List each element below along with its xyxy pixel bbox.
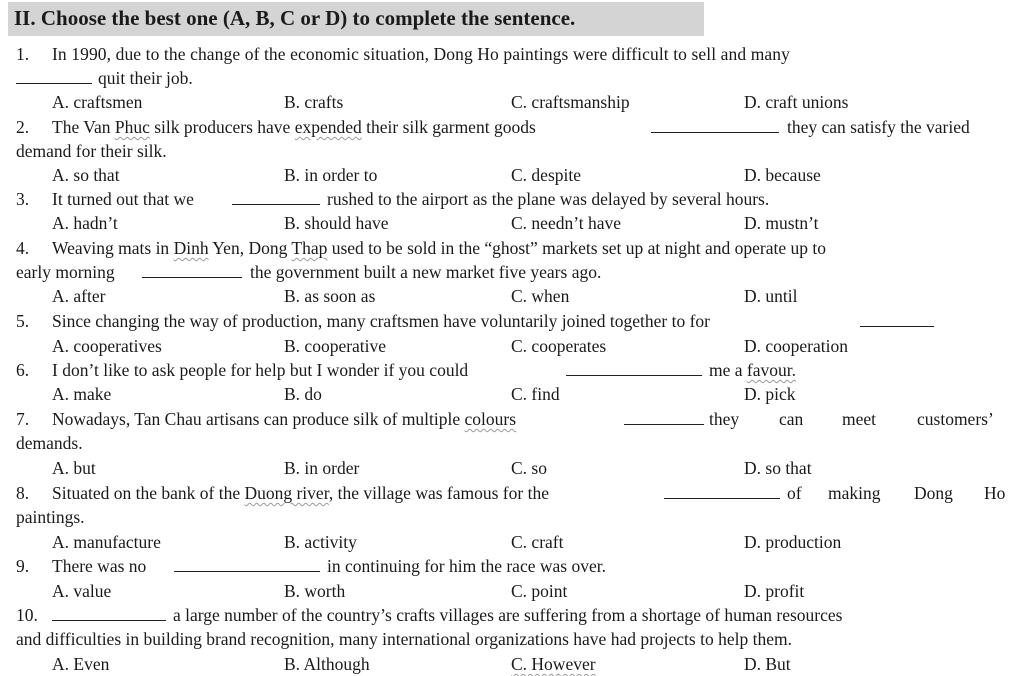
question-text — [52, 408, 516, 430]
option-c: C. despite — [511, 165, 581, 185]
question-text: Since changing the way of production, many craftsmen have voluntarily joined together to for — [52, 311, 711, 331]
option-d: D. pick — [744, 384, 796, 404]
option-b: B. should have — [284, 213, 389, 233]
question-text-cont: demand for their silk. — [16, 141, 167, 161]
option-c: C. when — [511, 286, 570, 306]
question-number: 5. — [16, 311, 30, 331]
option-b: B. as soon as — [284, 286, 376, 306]
option-c: C. so — [511, 458, 547, 478]
text-part: Weaving mats in — [52, 238, 174, 258]
text-part: used to be sold in the “ghost” markets set up at night and operate up to — [327, 238, 826, 258]
flagged-word: Phuc — [114, 117, 150, 137]
question-text: I don’t like to ask people for help but I wonder if you could — [52, 360, 469, 380]
option-d: D. mustn’t — [744, 213, 819, 233]
option-a: A. Even — [52, 654, 110, 674]
option-b: B. activity — [284, 532, 357, 552]
question-word: Ho — [984, 483, 1006, 503]
question-text: There was no — [52, 556, 147, 576]
option-c: C. point — [511, 581, 568, 601]
question-text — [52, 237, 826, 259]
option-d: D. production — [744, 532, 842, 552]
option-c: C. However — [511, 654, 596, 674]
flagged-word: expended — [294, 117, 362, 137]
question-number: 8. — [16, 483, 30, 503]
section-heading: II. Choose the best one (A, B, C or D) to complete the sentence. — [14, 6, 576, 30]
option-a: A. make — [52, 384, 112, 404]
option-c: C. needn’t have — [511, 213, 621, 233]
option-d: D. because — [744, 165, 821, 185]
question-text-end: the government built a new market five years ago. — [250, 262, 602, 282]
question-number: 4. — [16, 238, 30, 258]
option-a: A. manufacture — [52, 532, 161, 552]
option-b: B. do — [284, 384, 322, 404]
answer-blank — [624, 408, 704, 430]
option-a: A. but — [52, 458, 96, 478]
answer-blank — [174, 555, 320, 577]
answer-blank — [651, 116, 779, 138]
question-number: 9. — [16, 556, 30, 576]
text-part: , the village was famous for the — [328, 483, 549, 503]
option-b: B. in order to — [284, 165, 378, 185]
text-part: me a — [709, 360, 747, 380]
question-text — [52, 116, 536, 138]
answer-blank — [232, 188, 320, 210]
answer-blank — [52, 604, 166, 626]
question-text-end: they can satisfy the varied — [787, 117, 970, 137]
answer-blank — [142, 261, 242, 283]
option-c: C. craft — [511, 532, 564, 552]
option-c: C. find — [511, 384, 560, 404]
option-a: A. cooperatives — [52, 336, 162, 356]
option-b: B. crafts — [284, 92, 344, 112]
text-part: Nowadays, Tan Chau artisans can produce silk of multiple — [52, 409, 465, 429]
text-part: their silk garment goods — [361, 117, 536, 137]
text-part: The Van — [52, 117, 115, 137]
option-b: B. worth — [284, 581, 346, 601]
question-number: 6. — [16, 360, 30, 380]
question-word: customers’ — [917, 409, 994, 429]
text-part: silk producers have — [149, 117, 295, 137]
question-text-cont: in continuing for him the race was over. — [327, 556, 606, 576]
question-number: 7. — [16, 409, 30, 429]
option-a: A. so that — [52, 165, 120, 185]
option-a: A. craftsmen — [52, 92, 143, 112]
option-c: C. cooperates — [511, 336, 607, 356]
question-word: making — [828, 483, 881, 503]
question-number: 1. — [16, 44, 30, 64]
flagged-word: Thap — [291, 238, 328, 258]
question-text: In 1990, due to the change of the economic situation, Dong Ho paintings were difficult to sell and many — [52, 44, 791, 64]
text-part: Situated on the bank of the — [52, 483, 245, 503]
question-text-cont — [709, 359, 796, 381]
question-text-cont: early morning — [16, 262, 115, 282]
question-text-cont: quit their job. — [98, 68, 193, 88]
question-word: can — [779, 409, 804, 429]
question-text — [52, 482, 549, 504]
option-b: B. in order — [284, 458, 360, 478]
option-d: D. cooperation — [744, 336, 848, 356]
flagged-word: Dinh — [173, 238, 209, 258]
question-word: meet — [842, 409, 877, 429]
text-part: Yen, Dong — [208, 238, 292, 258]
option-a: A. value — [52, 581, 112, 601]
question-number: 2. — [16, 117, 30, 137]
answer-blank — [566, 359, 702, 381]
question-text-cont: demands. — [16, 433, 83, 453]
question-word: Dong — [914, 483, 953, 503]
question-word: of — [787, 483, 802, 503]
answer-blank — [664, 482, 780, 504]
flagged-word: favour. — [746, 360, 796, 380]
question-text-cont: rushed to the airport as the plane was delayed by several hours. — [327, 189, 770, 209]
option-c: C. craftsmanship — [511, 92, 630, 112]
option-a: A. hadn’t — [52, 213, 118, 233]
answer-blank — [860, 310, 934, 332]
option-d: D. profit — [744, 581, 805, 601]
flagged-word: colours — [464, 409, 517, 429]
question-text: It turned out that we — [52, 189, 194, 209]
option-b: B. cooperative — [284, 336, 387, 356]
answer-blank — [16, 67, 92, 89]
option-d: D. But — [744, 654, 791, 674]
question-word: they — [709, 409, 740, 429]
question-number: 10. — [16, 605, 38, 625]
option-d: D. craft unions — [744, 92, 849, 112]
question-text-cont: paintings. — [16, 507, 85, 527]
question-text-cont: and difficulties in building brand recognition, many international organizations have had projects to help them. — [16, 629, 792, 649]
option-d: D. so that — [744, 458, 812, 478]
option-a: A. after — [52, 286, 106, 306]
flagged-word: Duong river — [244, 483, 329, 503]
question-text: a large number of the country’s crafts villages are suffering from a shortage of human resources — [173, 605, 843, 625]
option-d: D. until — [744, 286, 798, 306]
option-b: B. Although — [284, 654, 370, 674]
question-number: 3. — [16, 189, 30, 209]
